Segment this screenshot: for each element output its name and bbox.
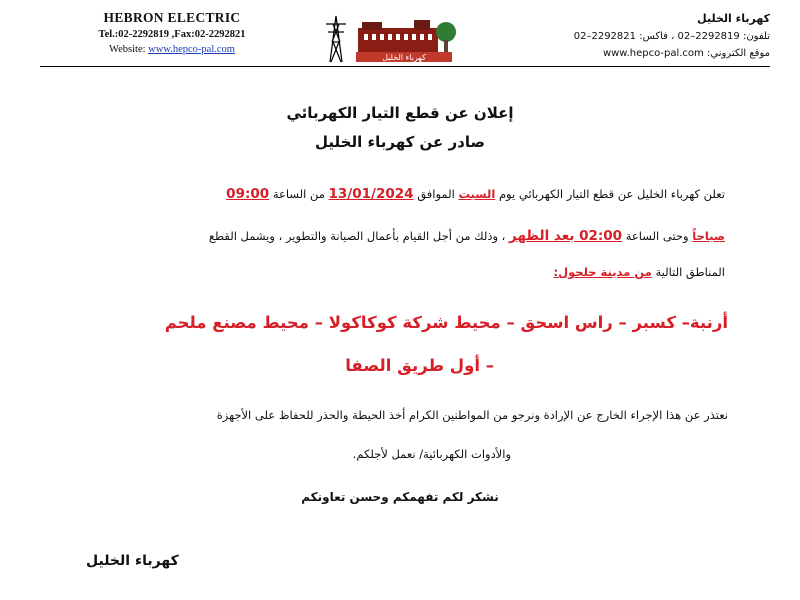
notice-text-1c: من الساعة	[272, 187, 325, 201]
affected-areas-line-1: أرنبة– كسبر – راس اسحق – محيط شركة كوكاكولا – محيط مصنع ملحم	[164, 313, 728, 332]
website-label-en: Website:	[109, 44, 146, 55]
header-divider	[40, 66, 770, 67]
notice-text-3a: المناطق التالية	[655, 265, 725, 279]
announcement-title: إعلان عن قطع التيار الكهربائي	[286, 104, 514, 122]
company-name-en: HEBRON ELECTRIC	[103, 10, 241, 25]
city-label: من مدينة حلحول:	[553, 265, 652, 279]
announcement-subtitle: صادر عن كهرباء الخليل	[315, 133, 485, 151]
company-logo	[322, 12, 462, 64]
website-line-ar	[510, 48, 770, 59]
notice-line-3	[95, 265, 725, 279]
website-link-ar[interactable]: www.hepco-pal.com	[602, 48, 704, 59]
logo-text: كهرباء الخليل	[382, 53, 426, 62]
outage-end-time: 02:00 بعد الظهر	[509, 228, 623, 244]
notice-text-2a: وحتى الساعة	[625, 229, 689, 243]
notice-text-1b: الموافق	[417, 187, 455, 201]
website-link-en[interactable]: www.hepco-pal.com	[148, 44, 235, 55]
morning-label: صباحاً	[692, 229, 725, 243]
company-name-ar: كهرباء الخليل	[697, 12, 770, 25]
outage-start-time: 09:00	[226, 186, 270, 202]
signature: كهرباء الخليل	[86, 553, 179, 569]
notice-text-2b: ، وذلك من أجل القيام بأعمال الصيانة والتطوير ، ويشمل القطع	[208, 229, 506, 243]
website-label-ar: موقع الكتروني:	[706, 48, 770, 59]
tel-fax-en: Tel.:02-2292819 ,Fax:02-2292821	[98, 29, 246, 40]
outage-date: 13/01/2024	[328, 186, 414, 202]
pylon-logo-icon	[322, 12, 462, 64]
apology-line-2: والأدوات الكهربائية/ نعمل لأجلكم.	[352, 447, 511, 461]
thanks-text: نشكر لكم تفهمكم وحسن تعاونكم	[301, 490, 499, 504]
website-line-en	[62, 44, 282, 55]
notice-text-1a: تعلن كهرباء الخليل عن قطع التيار الكهربائي يوم	[498, 187, 725, 201]
outage-day: السبت	[458, 187, 496, 201]
notice-line-1	[95, 186, 725, 202]
affected-areas-line-2: – أول طريق الصفا	[345, 356, 494, 375]
apology-line-1: نعتذر عن هذا الإجراء الخارج عن الإرادة ونرجو من المواطنين الكرام أخذ الحيطة والحذر للحفاظ على الأجهزة	[216, 408, 728, 422]
tel-fax-ar: تلفون: 2292819–02 ، فاكس: 2292821–02	[573, 31, 770, 42]
notice-line-2	[95, 228, 725, 244]
header-arabic	[510, 12, 770, 59]
header-english	[62, 10, 282, 55]
